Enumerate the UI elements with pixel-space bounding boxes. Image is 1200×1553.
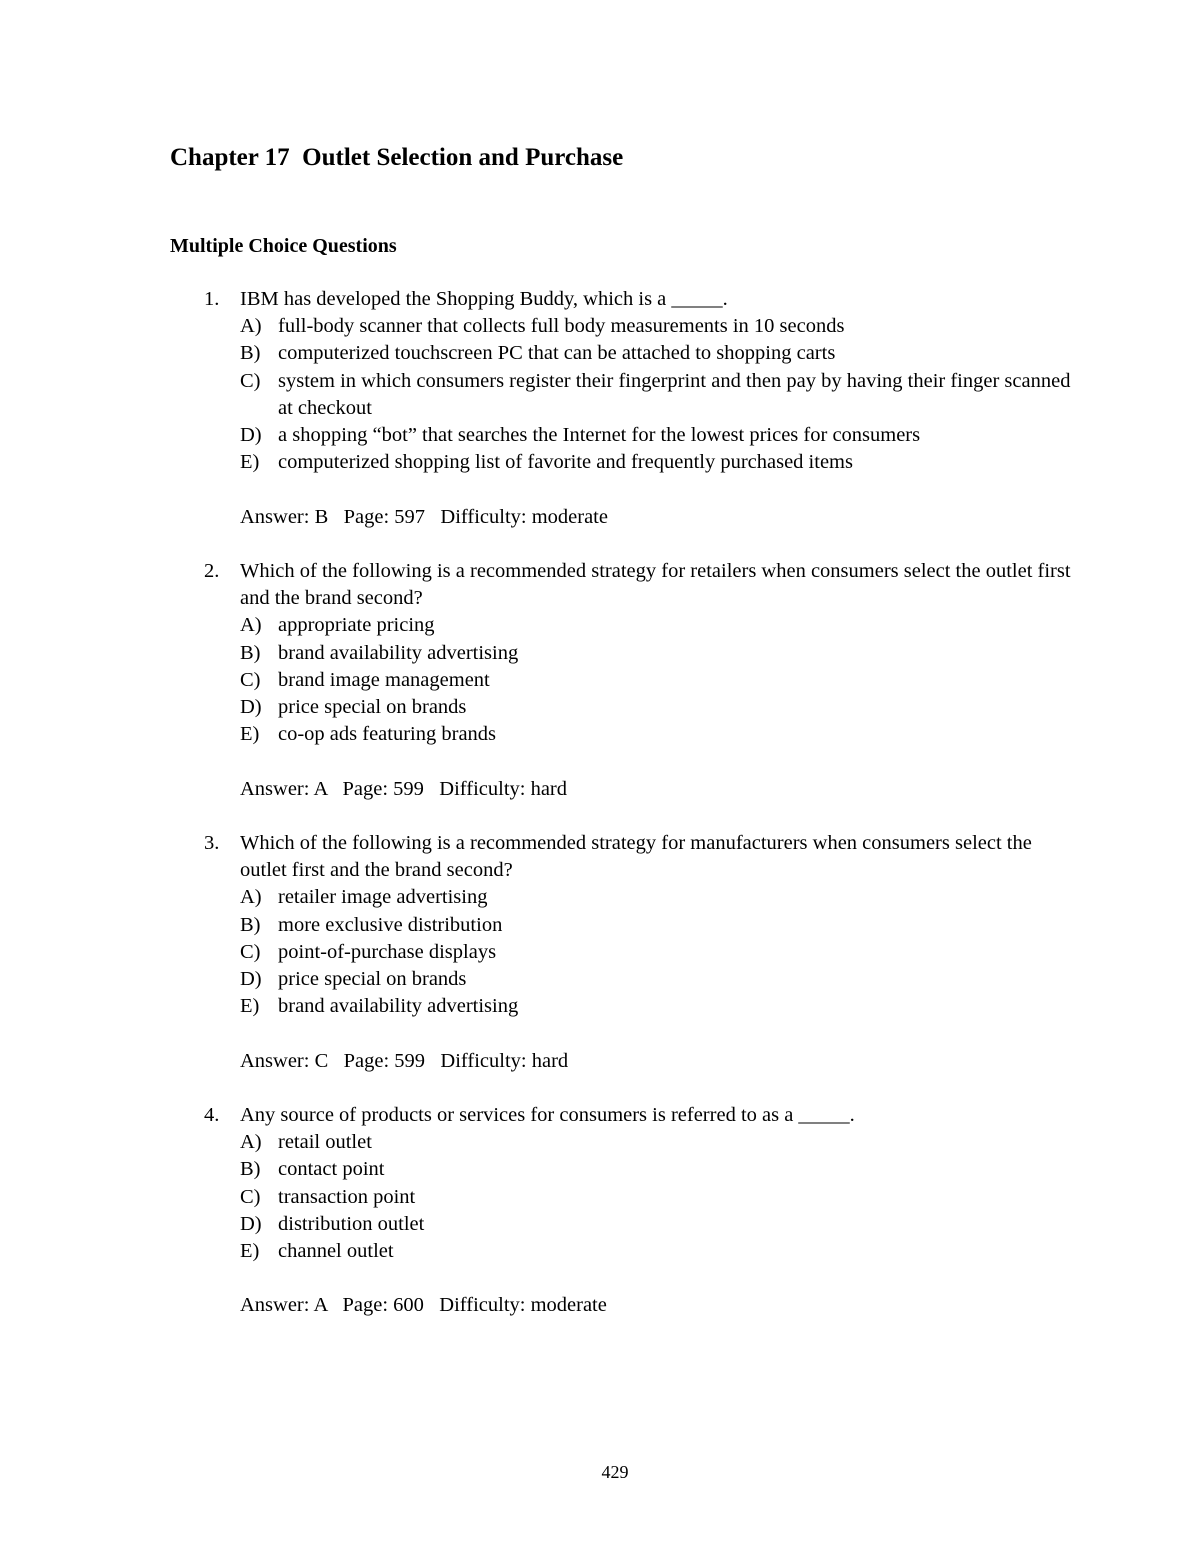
option-e <box>240 449 1080 476</box>
option-letter: A) <box>240 315 262 338</box>
question-3 <box>200 830 1080 1075</box>
option-b <box>240 1156 1080 1183</box>
option-letter: A) <box>240 886 262 909</box>
question-4 <box>200 1102 1080 1320</box>
option-b <box>240 912 1080 939</box>
page-number: 429 <box>601 1462 629 1482</box>
option-c <box>240 368 1080 422</box>
option-letter: C) <box>240 668 261 691</box>
question-text: Any source of products or services for consumers is referred to as a _____. <box>240 1104 855 1126</box>
question-text: IBM has developed the Shopping Buddy, which is a _____. <box>240 288 728 310</box>
option-text: price special on brands <box>278 696 467 719</box>
option-letter: C) <box>240 1185 261 1208</box>
option-letter: E) <box>240 995 260 1018</box>
question-list <box>200 286 1080 1347</box>
option-b <box>240 640 1080 667</box>
option-e <box>240 1238 1080 1265</box>
option-text: brand image management <box>278 668 490 691</box>
option-c <box>240 1184 1080 1211</box>
option-d <box>240 422 1080 449</box>
option-text: computerized shopping list of favorite and frequently purchased items <box>278 451 853 474</box>
option-e <box>240 721 1080 748</box>
option-text: channel outlet <box>278 1240 394 1263</box>
question-number: 3. <box>204 832 220 854</box>
option-letter: D) <box>240 1212 262 1235</box>
option-letter: E) <box>240 723 260 746</box>
option-d <box>240 1211 1080 1238</box>
option-text: system in which consumers register their fingerprint and then pay by having their finger scanned at checkout <box>278 369 1071 419</box>
option-letter: D) <box>240 696 262 719</box>
option-letter: B) <box>240 1158 261 1181</box>
question-number: 4. <box>204 1104 220 1126</box>
section-title: Multiple Choice Questions <box>170 235 397 257</box>
option-e <box>240 993 1080 1020</box>
option-letter: D) <box>240 968 262 991</box>
option-text: more exclusive distribution <box>278 913 503 936</box>
option-list <box>240 1129 1080 1265</box>
option-list <box>240 313 1080 476</box>
option-a <box>240 612 1080 639</box>
option-a <box>240 1129 1080 1156</box>
option-letter: B) <box>240 641 261 664</box>
option-d <box>240 694 1080 721</box>
question-2 <box>200 558 1080 803</box>
option-text: contact point <box>278 1158 385 1181</box>
option-letter: E) <box>240 451 260 474</box>
question-1 <box>200 286 1080 531</box>
option-text: point-of-purchase displays <box>278 940 497 963</box>
option-letter: D) <box>240 424 262 447</box>
option-text: transaction point <box>278 1185 416 1208</box>
option-text: full-body scanner that collects full body measurements in 10 seconds <box>278 315 845 338</box>
option-text: computerized touchscreen PC that can be attached to shopping carts <box>278 342 836 365</box>
option-c <box>240 939 1080 966</box>
option-letter: A) <box>240 614 262 637</box>
option-text: retailer image advertising <box>278 886 488 909</box>
option-letter: B) <box>240 342 261 365</box>
question-number: 1. <box>204 288 220 310</box>
option-letter: B) <box>240 913 261 936</box>
answer-line: Answer: B Page: 597 Difficulty: moderate <box>240 505 608 528</box>
answer-line: Answer: A Page: 600 Difficulty: moderate <box>240 1294 607 1317</box>
option-b <box>240 340 1080 367</box>
option-text: price special on brands <box>278 968 467 991</box>
option-letter: E) <box>240 1240 260 1263</box>
option-a <box>240 884 1080 911</box>
question-number: 2. <box>204 560 220 582</box>
option-text: a shopping “bot” that searches the Internet for the lowest prices for consumers <box>278 424 921 447</box>
option-c <box>240 667 1080 694</box>
option-a <box>240 313 1080 340</box>
answer-line: Answer: C Page: 599 Difficulty: hard <box>240 1049 569 1072</box>
option-text: retail outlet <box>278 1131 372 1154</box>
question-text: Which of the following is a recommended strategy for manufacturers when consumers select the outlet first and the brand second? <box>240 832 1032 882</box>
option-letter: A) <box>240 1131 262 1154</box>
option-list <box>240 612 1080 748</box>
option-d <box>240 966 1080 993</box>
question-text: Which of the following is a recommended strategy for retailers when consumers select the outlet first and the brand second? <box>240 560 1071 610</box>
option-text: brand availability advertising <box>278 995 519 1018</box>
answer-line: Answer: A Page: 599 Difficulty: hard <box>240 777 568 800</box>
chapter-title: Chapter 17 Outlet Selection and Purchase <box>170 144 624 171</box>
option-letter: C) <box>240 940 261 963</box>
option-text: distribution outlet <box>278 1212 425 1235</box>
option-text: co-op ads featuring brands <box>278 723 497 746</box>
option-text: appropriate pricing <box>278 614 435 637</box>
option-list <box>240 884 1080 1020</box>
option-letter: C) <box>240 369 261 392</box>
option-text: brand availability advertising <box>278 641 519 664</box>
